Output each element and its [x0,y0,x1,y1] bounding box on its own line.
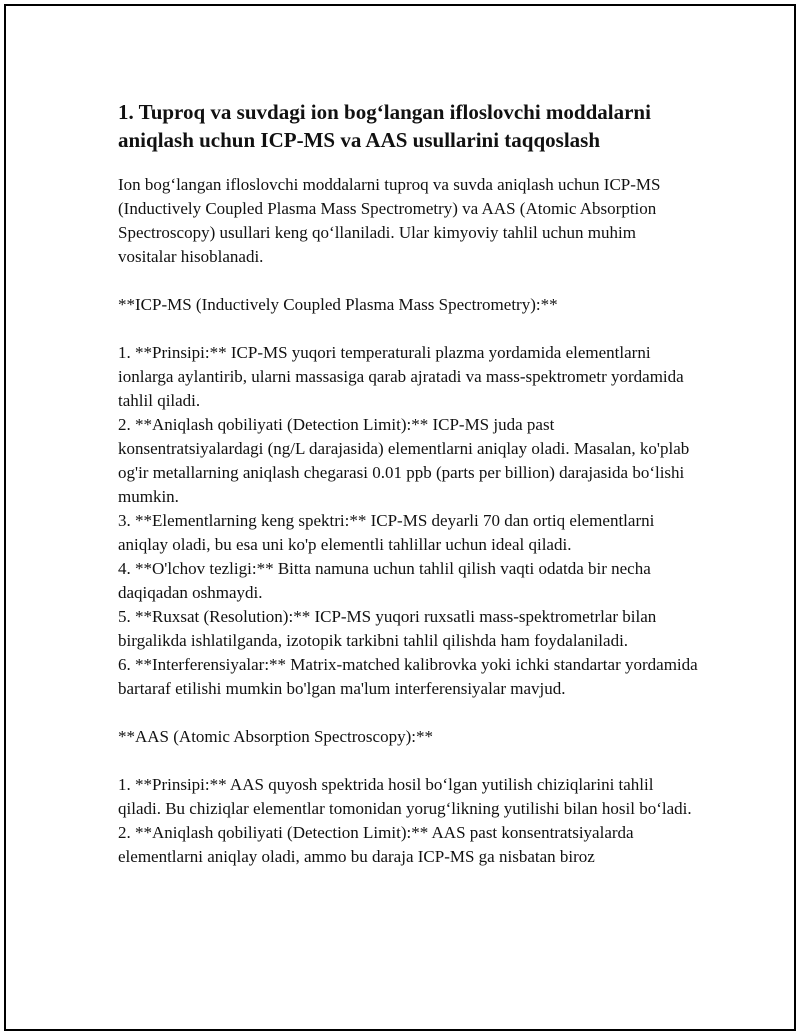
icpms-item-1: 1. **Prinsipi:** ICP-MS yuqori temperaturali plazma yordamida elementlarni ionlarga aylantirib, ularni massasiga qarab ajratadi va mass-spektrometr yordamida tahlil qiladi. [118,343,684,410]
spacer [118,317,698,341]
icpms-heading: **ICP-MS (Inductively Coupled Plasma Mass Spectrometry):** [118,295,558,314]
page-frame [4,4,796,1031]
spacer [118,749,698,773]
aas-item-1: 1. **Prinsipi:** AAS quyosh spektrida hosil bo‘lgan yutilish chiziqlarini tahlil qiladi. Bu chiziqlar elementlar tomonidan yorug‘likning yutilishi bilan hosil bo‘ladi. [118,775,692,818]
spacer [118,269,698,293]
aas-item-2: 2. **Aniqlash qobiliyati (Detection Limit):** AAS past konsentratsiyalarda elementlarni aniqlay oladi, ammo bu daraja ICP-MS ga nisbatan biroz [118,823,634,866]
icpms-item-5: 5. **Ruxsat (Resolution):** ICP-MS yuqori ruxsatli mass-spektrometrlar bilan birgalikda ishlatilganda, izotopik tarkibni tahlil qilishda ham foydalaniladi. [118,607,657,650]
spacer [118,701,698,725]
document-title: 1. Tuproq va suvdagi ion bog‘langan ifloslovchi moddalarni aniqlash uchun ICP-MS va AAS usullarini taqqoslash [118,100,651,152]
icpms-item-4: 4. **O'lchov tezligi:** Bitta namuna uchun tahlil qilish vaqti odatda bir necha daqiqadan oshmaydi. [118,559,651,602]
icpms-item-3: 3. **Elementlarning keng spektri:** ICP-MS deyarli 70 dan ortiq elementlarni aniqlay oladi, bu esa uni ko'p elementli tahlillar uchun ideal qiladi. [118,511,655,554]
intro-paragraph: Ion bog‘langan ifloslovchi moddalarni tuproq va suvda aniqlash uchun ICP-MS (Inductively Coupled Plasma Mass Spectrometry) va AAS (Atomic Absorption Spectroscopy) usullari keng qo‘llaniladi. Ular kimyoviy tahlil uchun muhim vositalar hisoblanadi. [118,175,661,266]
document-body [118,98,698,869]
icpms-item-2: 2. **Aniqlash qobiliyati (Detection Limit):** ICP-MS juda past konsentratsiyalardagi (ng/L darajasida) elementlarni aniqlay oladi. Masalan, ko'plab og'ir metallarning aniqlash chegarasi 0.01 ppb (parts per billion) darajasida bo‘lishi mumkin. [118,415,690,506]
aas-heading: **AAS (Atomic Absorption Spectroscopy):** [118,727,433,746]
icpms-item-6: 6. **Interferensiyalar:** Matrix-matched kalibrovka yoki ichki standartar yordamida bartaraf etilishi mumkin bo'lgan ma'lum interferensiyalar mavjud. [118,655,698,698]
